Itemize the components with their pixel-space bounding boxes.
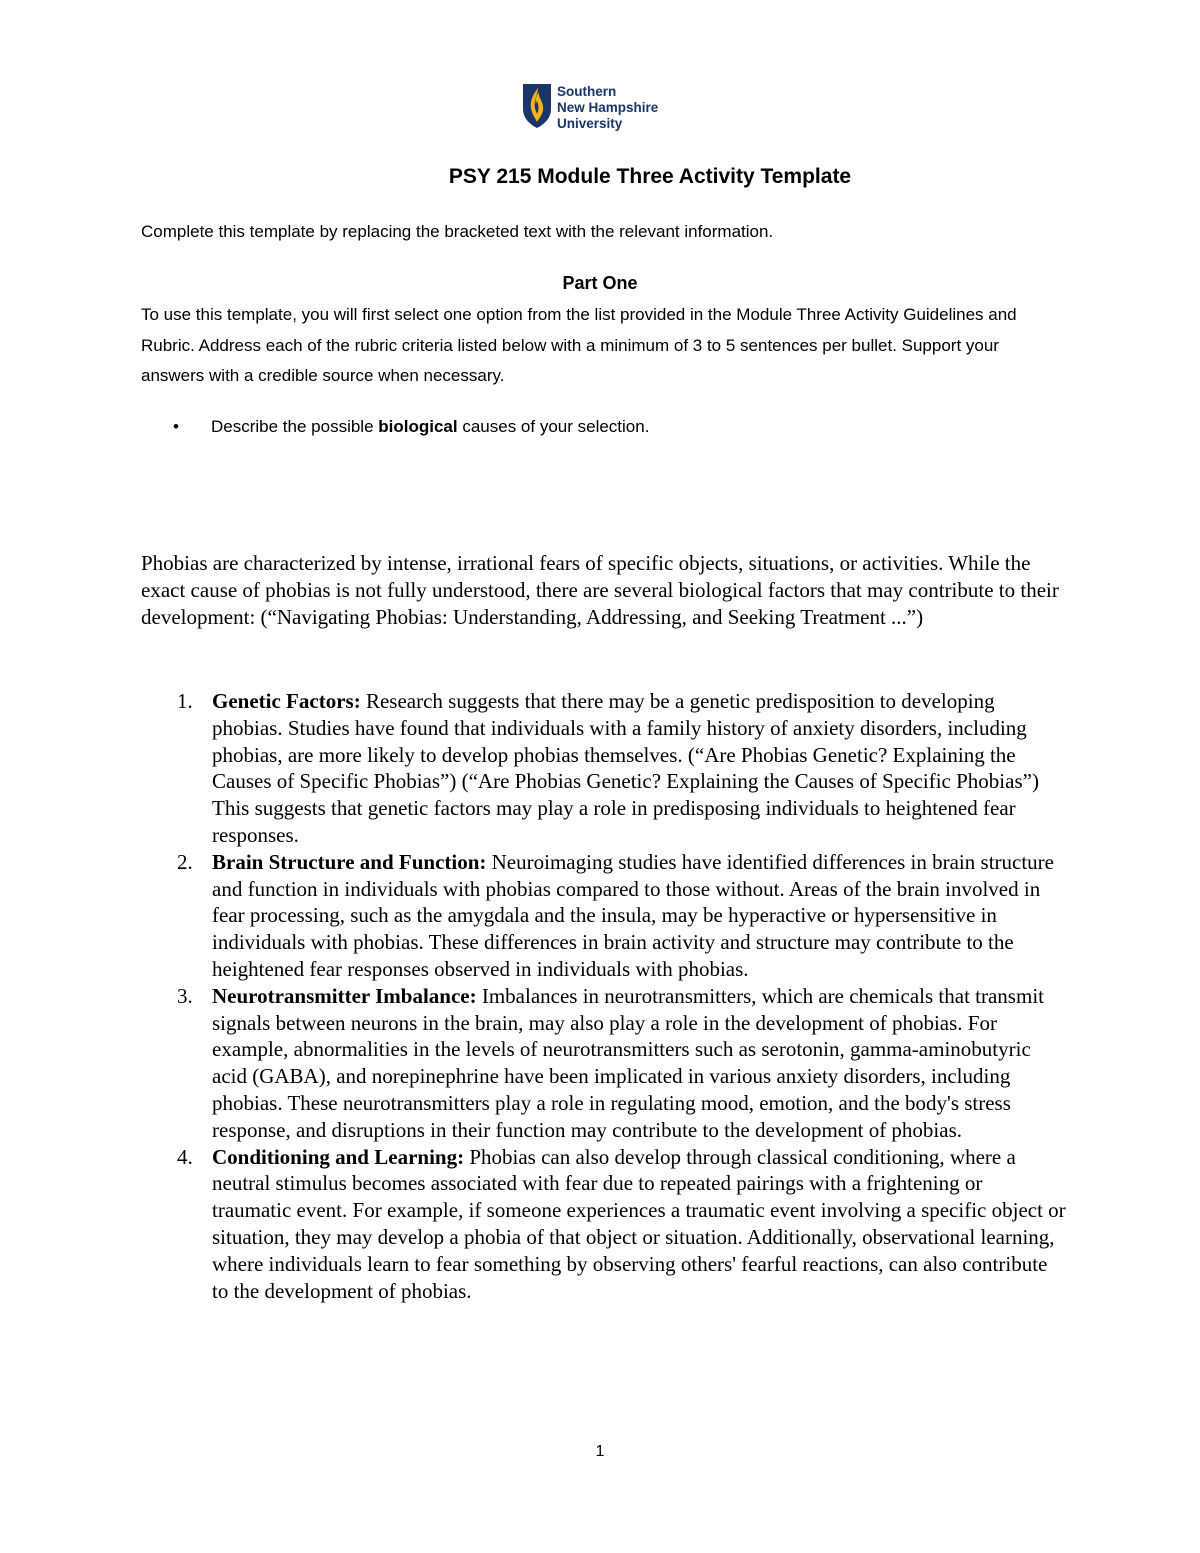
list-text: Research suggests that there may be a genetic predisposition to developing phobias. Studies have found that individuals with a family history of anxiety disorders, including phobias, are more likely to develop phobias themselves. (“Are Phobias Genetic? Explaining the Causes of Specific Phobias”) (“Are Phobias Genetic? Explaining the Causes of Specific Phobias”) This suggests that genetic factors may play a role in predisposing individuals to heightened fear responses. <box>212 689 1039 847</box>
part-heading: Part One <box>562 273 638 293</box>
list-number: 1. <box>177 689 193 713</box>
bullet-glyph: • <box>173 417 179 436</box>
logo-line: Southern <box>557 84 617 99</box>
list-number: 2. <box>177 849 193 874</box>
logo-wordmark <box>557 84 658 132</box>
logo-line: University <box>557 116 623 131</box>
bullet-text-pre: Describe the possible <box>211 417 379 436</box>
list-number: 4. <box>177 1144 193 1169</box>
list-heading: Brain Structure and Function: <box>212 849 487 874</box>
list-text: Neuroimaging studies have identified differences in brain structure and function in individuals with phobias compared to those without. Areas of the brain involved in fear processing, such as the amygdala and the insula, may be hyperactive or hypersensitive in individuals with phobias. These differences in brain activity and structure may contribute to the heightened fear responses observed in individuals with phobias. <box>212 849 1054 981</box>
flame-shield-icon <box>522 83 552 129</box>
list-heading: Genetic Factors: <box>212 689 361 713</box>
bullet-text <box>211 417 649 437</box>
university-logo <box>522 83 692 133</box>
causes-list <box>141 688 1066 1304</box>
list-heading: Neurotransmitter Imbalance: <box>212 983 477 1008</box>
list-text: Imbalances in neurotransmitters, which are chemicals that transmit signals between neurons in the brain, may also play a role in the development of phobias. For example, abnormalities in the levels of neurotransmitters such as serotonin, gamma-aminobutyric acid (GABA), and norepinephrine have been implicated in various anxiety disorders, including phobias. These neurotransmitters play a role in regulating mood, emotion, and the body's stress response, and disruptions in their function may contribute to the development of phobias. <box>212 983 1044 1142</box>
bullet-text-post: causes of your selection. <box>457 417 650 436</box>
list-text: Phobias can also develop through classical conditioning, where a neutral stimulus becomes associated with fear due to repeated pairings with a frightening or traumatic event. For example, if someone experiences a traumatic event involving a specific object or situation, they may develop a phobia of that object or situation. Additionally, observational learning, where individuals learn to fear something by observing others' fearful reactions, can also contribute to the development of phobias. <box>212 1144 1066 1303</box>
list-heading: Conditioning and Learning: <box>212 1144 465 1169</box>
list-item <box>141 849 1066 983</box>
body-paragraph: Phobias are characterized by intense, irrational fears of specific objects, situations, or activities. While the exact cause of phobias is not fully understood, there are several biological factors that may contribute to their development: (“Navigating Phobias: Understanding, Addressing, and Seeking Treatment ...”) <box>141 551 1059 629</box>
page-number: 1 <box>595 1443 605 1460</box>
intro-paragraph: To use this template, you will first select one option from the list provided in the Module Three Activity Guidelines and Rubric. Address each of the rubric criteria listed below with a minimum of 3 to 5 sentences per bullet. Support your answers with a credible source when necessary. <box>141 305 1017 385</box>
list-item <box>141 688 1066 849</box>
list-item <box>141 983 1066 1144</box>
list-item <box>141 1144 1066 1305</box>
list-number: 3. <box>177 983 193 1008</box>
document-title: PSY 215 Module Three Activity Template <box>448 165 852 188</box>
logo-line: New Hampshire <box>557 100 659 115</box>
bullet-text-bold: biological <box>378 417 458 436</box>
instructions-text: Complete this template by replacing the bracketed text with the relevant information. <box>141 222 774 241</box>
